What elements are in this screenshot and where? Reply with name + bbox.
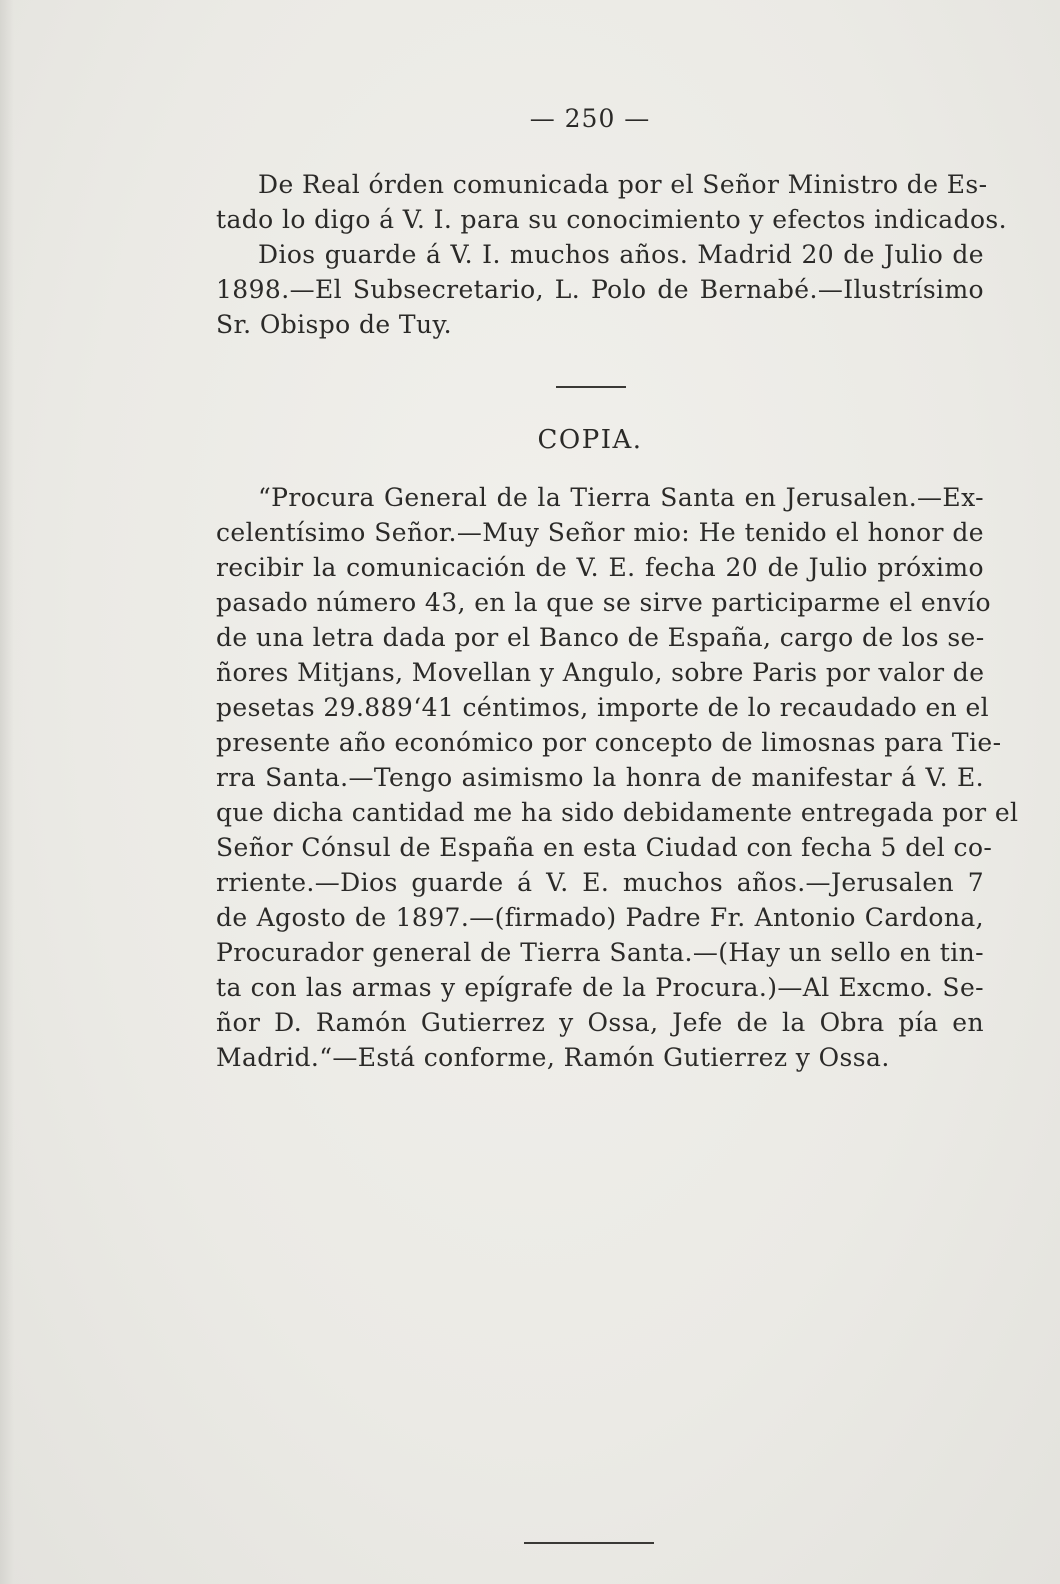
text-line: tado lo digo á V. I. para su conocimiento y efectos indicados. (216, 205, 1007, 234)
text-line: Procurador general de Tierra Santa.—(Hay un sello en tin- (216, 938, 984, 967)
text-line: recibir la comunicación de V. E. fecha 20 de Julio próximo (216, 553, 984, 582)
text-line: Madrid.“—Está conforme, Ramón Gutierrez y Ossa. (216, 1043, 890, 1072)
text-line: De Real órden comunicada por el Señor Ministro de Es- (258, 170, 988, 199)
text-line: ñor D. Ramón Gutierrez y Ossa, Jefe de la Obra pía en (216, 1008, 984, 1037)
page-number: — 250 — (529, 104, 651, 133)
text-line: Señor Cónsul de España en esta Ciudad con fecha 5 del co- (216, 833, 993, 862)
separator-rule (556, 386, 626, 388)
binding-shadow (0, 0, 14, 1584)
text-line: de una letra dada por el Banco de España, cargo de los se- (216, 623, 985, 652)
text-line: ta con las armas y epígrafe de la Procura.)—Al Excmo. Se- (216, 973, 984, 1002)
text-line: pesetas 29.889‘41 céntimos, importe de lo recaudado en el (216, 693, 990, 722)
letter-paragraph-1 (216, 167, 1007, 342)
text-line: celentísimo Señor.—Muy Señor mio: He tenido el honor de (216, 518, 984, 547)
letter-paragraph-2 (216, 480, 1019, 1075)
text-line: Dios guarde á V. I. muchos años. Madrid 20 de Julio de (258, 240, 984, 269)
text-line: “Procura General de la Tierra Santa en Jerusalen.—Ex- (258, 483, 984, 512)
text-line: 1898.—El Subsecretario, L. Polo de Bernabé.—Ilustrísimo (216, 275, 984, 304)
text-line: de Agosto de 1897.—(firmado) Padre Fr. Antonio Cardona, (216, 903, 984, 932)
text-line: Sr. Obispo de Tuy. (216, 310, 453, 339)
copia-heading: COPIA. (537, 425, 643, 455)
text-line: rriente.—Dios guarde á V. E. muchos años.—Jerusalen 7 (216, 868, 984, 897)
text-line: pasado número 43, en la que se sirve participarme el envío (216, 588, 991, 617)
text-line: presente año económico por concepto de limosnas para Tie- (216, 728, 1002, 757)
end-rule (524, 1542, 654, 1544)
text-line: ñores Mitjans, Movellan y Angulo, sobre Paris por valor de (216, 658, 985, 687)
text-line: que dicha cantidad me ha sido debidamente entregada por el (216, 798, 1019, 827)
text-line: rra Santa.—Tengo asimismo la honra de manifestar á V. E. (216, 763, 984, 792)
